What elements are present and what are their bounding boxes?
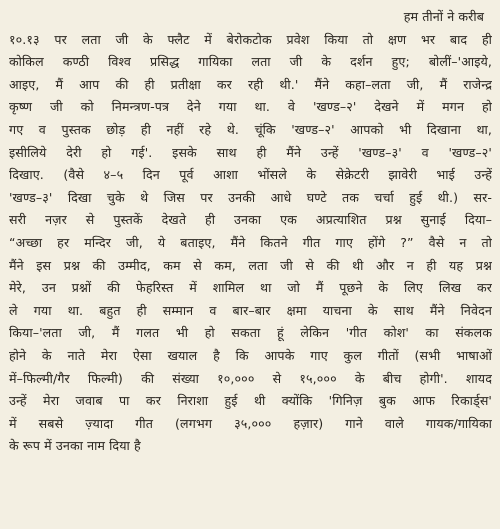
text-line: मैंने इस प्रश्न की उम्मीद, कम से कम, लता जी से की थी और न ही यह प्रश्न (9, 257, 492, 273)
text-line: गए व पुस्तक छोड़ ही नहीं रहे थे. चूंकि 'खण्ड–२' आपको भी दिखाना था, (9, 121, 492, 137)
text-line: ले गया था. बहुत ही सम्मान व बार–बार क्षमा याचना के साथ मैंने निवेदन (9, 302, 492, 318)
text-line: इसीलिये देरी हो गई'. इसके साथ ही मैंने उन्हें 'खण्ड–३' व 'खण्ड–२' (9, 144, 492, 160)
text-line: किया–'लता जी, मैं गलत भी हो सकता हूं लेकिन 'गीत कोश' का संकलक (9, 325, 492, 341)
text-line: में सबसे ज़्यादा गीत (लगभग ३५,००० हज़ार) गाने वाले गायक/गायिका (9, 415, 492, 431)
text-line: 'खण्ड–३' दिखा चुके थे जिस पर उनकी आधे घण्टे तक चर्चा हुई थी.) सर- (9, 189, 492, 205)
text-line: आइए, मैं आप की ही प्रतीक्षा कर रही थी.' मैंने कहा–लता जी, मैं राजेन्द्र (9, 76, 492, 92)
text-line: में–फिल्मी/गैर फिल्मी) की संख्या १०,००० से १५,००० के बीच होगी'. शायद (9, 370, 492, 386)
text-line: “अच्छा हर मन्दिर जी, ये बताइए, मैंने कितने गीत गाए होंगे ?” वैसे न तो (9, 234, 492, 250)
text-line: कोकिल कण्ठी विश्व प्रसिद्ध गायिका लता जी के दर्शन हुए; बोलीं–'आइये, (9, 54, 492, 70)
text-line: दिखाए. (वैसे ४–५ दिन पूर्व आशा भोंसले के सेक्रेटरी झावेरी भाई उन्हें (9, 167, 492, 183)
text-line: उन्हें मेरा जवाब पा कर निराशा हुई थी क्योंकि 'गिनिज़ बुक आफ रिकार्ड्स' (9, 393, 492, 409)
text-line: होने के नाते मेरा ऐसा खयाल है कि आपके गाए कुल गीतों (सभी भाषाओं (9, 347, 492, 363)
text-line: कृष्ण जी को निमन्त्रण-पत्र देने गया था. वे 'खण्ड–२' देखने में मगन हो (9, 99, 492, 115)
text-body (9, 6, 492, 458)
text-line: हम तीनों ने करीब (403, 9, 484, 24)
text-line: मेरे, उन प्रश्नों की फेहरिस्त में शामिल था जो मैं पूछने के लिए लिख कर (9, 280, 492, 296)
text-line: सरी नज़र से पुस्तकें देखते ही उनका एक अप्रत्याशित प्रश्न सुनाई दिया– (9, 212, 492, 228)
text-line: १०.१३ पर लता जी के फ्लैट में बेरोकटोक प्रवेश किया तो क्षण भर बाद ही (9, 31, 492, 47)
text-line: के रूप में उनका नाम दिया है (9, 438, 141, 454)
